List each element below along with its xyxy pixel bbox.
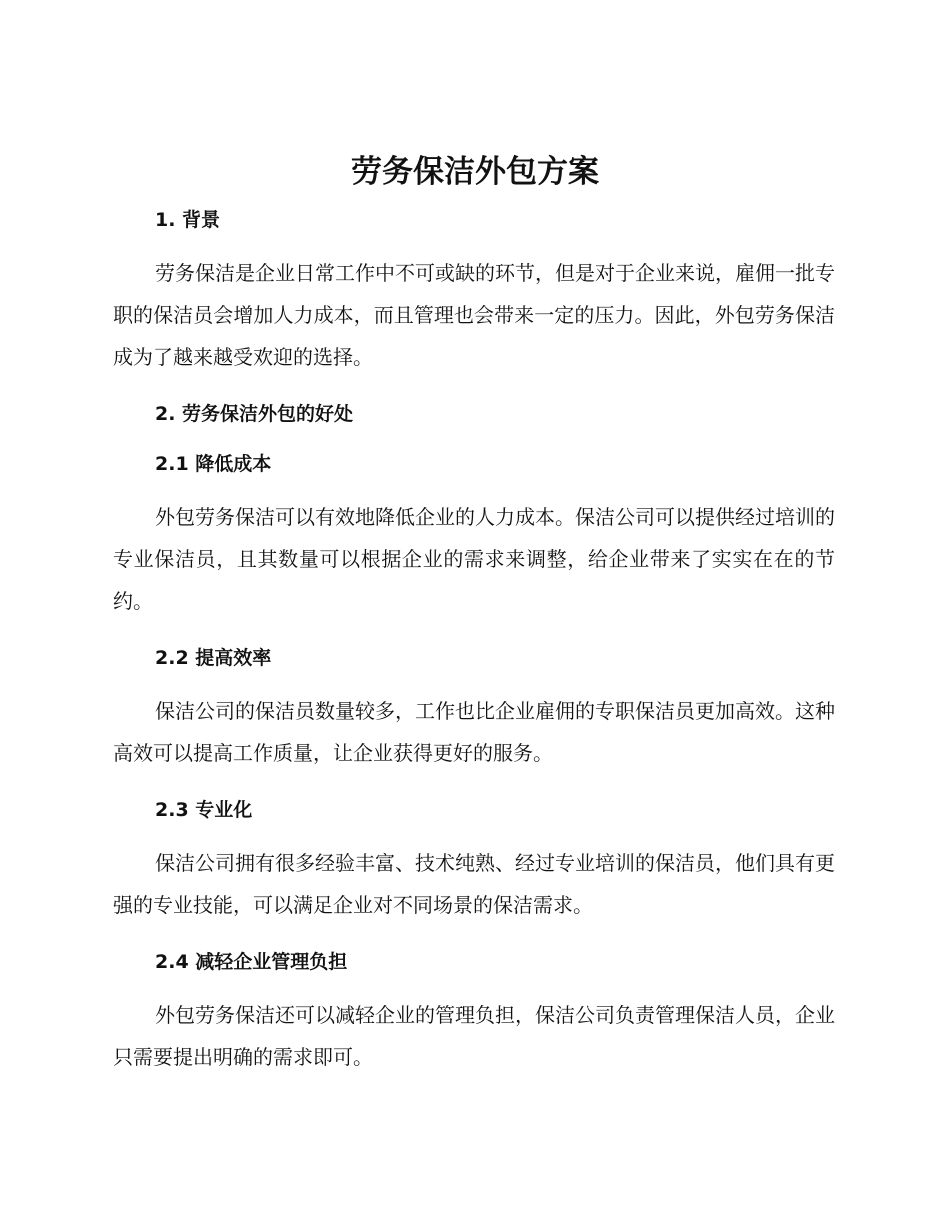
spacer bbox=[0, 926, 950, 948]
section-paragraph-specialization: 保洁公司拥有很多经验丰富、技术纯熟、经过专业培训的保洁员，他们具有更强的专业技能，可以满足企业对不同场景的保洁需求。 bbox=[113, 851, 835, 917]
section-paragraph-background: 劳务保洁是企业日常工作中不可或缺的环节，但是对于企业来说，雇佣一批专职的保洁员会增加人力成本，而且管理也会带来一定的压力。因此，外包劳务保洁成为了越来越受欢迎的选择。 bbox=[113, 261, 835, 369]
section-heading-benefits: 2. 劳务保洁外包的好处 bbox=[155, 403, 354, 425]
section-paragraph-management: 外包劳务保洁还可以减轻企业的管理负担，保洁公司负责管理保洁人员，企业只需要提出明确的需求即可。 bbox=[113, 1003, 835, 1069]
section-heading-background: 1. 背景 bbox=[155, 209, 221, 231]
spacer bbox=[0, 622, 950, 644]
spacer bbox=[0, 774, 950, 796]
document-title: 劳务保洁外包方案 bbox=[351, 154, 599, 190]
section-heading-reduce-cost: 2.1 降低成本 bbox=[155, 453, 272, 475]
section-heading-efficiency: 2.2 提高效率 bbox=[155, 647, 272, 669]
section-heading-specialization: 2.3 专业化 bbox=[155, 799, 253, 821]
section-paragraph-reduce-cost: 外包劳务保洁可以有效地降低企业的人力成本。保洁公司可以提供经过培训的专业保洁员，且其数量可以根据企业的需求来调整，给企业带来了实实在在的节约。 bbox=[113, 505, 835, 613]
section-paragraph-efficiency: 保洁公司的保洁员数量较多，工作也比企业雇佣的专职保洁员更加高效。这种高效可以提高工作质量，让企业获得更好的服务。 bbox=[113, 699, 835, 765]
spacer bbox=[0, 234, 950, 252]
spacer bbox=[0, 378, 950, 400]
spacer bbox=[0, 428, 950, 450]
spacer bbox=[0, 976, 950, 994]
spacer bbox=[0, 478, 950, 496]
section-heading-management: 2.4 减轻企业管理负担 bbox=[155, 951, 348, 973]
spacer bbox=[0, 824, 950, 842]
spacer bbox=[0, 672, 950, 690]
